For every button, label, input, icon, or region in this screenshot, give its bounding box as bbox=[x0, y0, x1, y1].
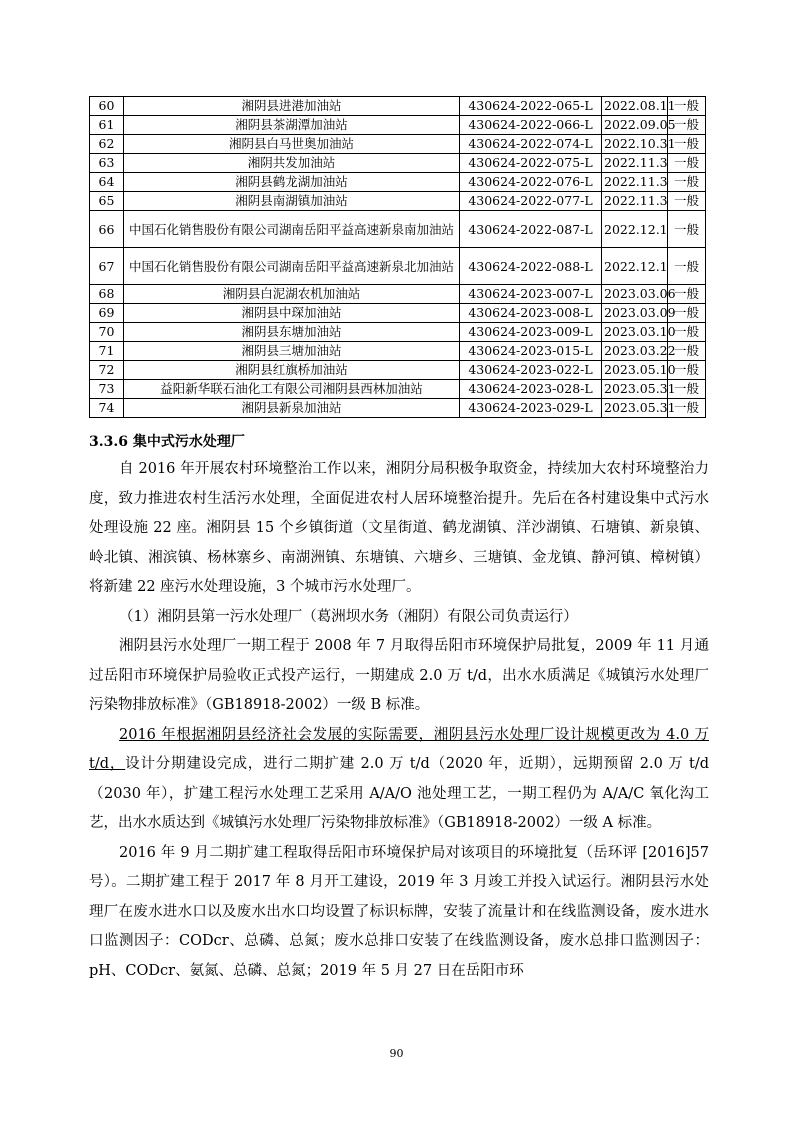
cell-date: 2022.12.1 bbox=[602, 248, 668, 285]
cell-permit-code: 430624-2022-077-L bbox=[460, 192, 602, 211]
table-row bbox=[90, 399, 706, 418]
table-row bbox=[90, 342, 706, 361]
cell-station-name: 湘阴县茶湖潭加油站 bbox=[124, 116, 460, 135]
cell-number: 69 bbox=[90, 304, 124, 323]
cell-date: 2022.11.3 bbox=[602, 154, 668, 173]
cell-station-name: 湘阴县南湖镇加油站 bbox=[124, 192, 460, 211]
cell-category: 一般 bbox=[668, 116, 706, 135]
cell-station-name: 湘阴县白马世奥加油站 bbox=[124, 135, 460, 154]
cell-number: 62 bbox=[90, 135, 124, 154]
table-row bbox=[90, 211, 706, 248]
cell-date: 2022.11.3 bbox=[602, 192, 668, 211]
cell-station-name: 中国石化销售股份有限公司湖南岳阳平益高速新泉北加油站 bbox=[124, 248, 460, 285]
cell-permit-code: 430624-2022-087-L bbox=[460, 211, 602, 248]
cell-station-name: 湘阴县东塘加油站 bbox=[124, 323, 460, 342]
table-row bbox=[90, 361, 706, 380]
cell-date: 2022.11.3 bbox=[602, 173, 668, 192]
cell-number: 64 bbox=[90, 173, 124, 192]
cell-permit-code: 430624-2023-028-L bbox=[460, 380, 602, 399]
cell-permit-code: 430624-2022-088-L bbox=[460, 248, 602, 285]
cell-permit-code: 430624-2022-074-L bbox=[460, 135, 602, 154]
cell-number: 72 bbox=[90, 361, 124, 380]
cell-date: 2023.03.10 bbox=[602, 323, 668, 342]
cell-number: 63 bbox=[90, 154, 124, 173]
cell-date: 2022.10.31 bbox=[602, 135, 668, 154]
cell-number: 73 bbox=[90, 380, 124, 399]
cell-number: 66 bbox=[90, 211, 124, 248]
cell-permit-code: 430624-2022-076-L bbox=[460, 173, 602, 192]
cell-station-name: 益阳新华联石油化工有限公司湘阴县西林加油站 bbox=[124, 380, 460, 399]
table-row bbox=[90, 285, 706, 304]
cell-number: 71 bbox=[90, 342, 124, 361]
cell-date: 2023.03.09 bbox=[602, 304, 668, 323]
paragraph-expansion bbox=[89, 721, 709, 839]
paragraph-plant-title: （1）湘阴县第一污水处理厂（葛洲坝水务（湘阴）有限公司负责运行） bbox=[119, 608, 578, 625]
cell-category: 一般 bbox=[668, 248, 706, 285]
cell-number: 68 bbox=[90, 285, 124, 304]
paragraph-approval: 2016 年 9 月二期扩建工程取得岳阳市环境保护局对该项目的环境批复（岳环评 [2016]57 号）。二期扩建工程于 2017 年 8 月开工建设，2019 年 3 月竣工并投入试运行。湘阴县污水处理厂在废水进水口以及废水出水口均设置了标识标牌，安装了流量计和在线监测设备，废水进水口监测因子：CODcr、总磷、总氮；废水总排口安装了在线监测设备，废水总排口监测因子：pH、CODcr、氨氮、总磷、总氮；2019 年 5 月 27 日在岳阳市环 bbox=[89, 844, 709, 979]
table-row bbox=[90, 192, 706, 211]
table-row bbox=[90, 248, 706, 285]
cell-category: 一般 bbox=[668, 285, 706, 304]
table-row bbox=[90, 173, 706, 192]
cell-date: 2023.05.10 bbox=[602, 361, 668, 380]
table-row bbox=[90, 116, 706, 135]
cell-permit-code: 430624-2023-029-L bbox=[460, 399, 602, 418]
cell-date: 2022.12.1 bbox=[602, 211, 668, 248]
cell-permit-code: 430624-2023-015-L bbox=[460, 342, 602, 361]
cell-category: 一般 bbox=[668, 380, 706, 399]
paragraph-phase-one: 湘阴县污水处理厂一期工程于 2008 年 7 月取得岳阳市环境保护局批复，2009 年 11 月通过岳阳市环境保护局验收正式投产运行，一期建成 2.0 万 t/d，出水水质满足《城镇污水处理厂污染物排放标准》（GB18918-2002）一级 B 标准。 bbox=[89, 638, 709, 713]
cell-station-name: 湘阴县鹤龙湖加油站 bbox=[124, 173, 460, 192]
cell-category: 一般 bbox=[668, 361, 706, 380]
cell-station-name: 湘阴县中琛加油站 bbox=[124, 304, 460, 323]
cell-number: 74 bbox=[90, 399, 124, 418]
cell-date: 2023.03.22 bbox=[602, 342, 668, 361]
cell-date: 2022.09.05 bbox=[602, 116, 668, 135]
table-row bbox=[90, 323, 706, 342]
cell-permit-code: 430624-2023-008-L bbox=[460, 304, 602, 323]
cell-date: 2022.08.11 bbox=[602, 97, 668, 116]
cell-station-name: 湘阴县红旗桥加油站 bbox=[124, 361, 460, 380]
cell-permit-code: 430624-2023-007-L bbox=[460, 285, 602, 304]
cell-category: 一般 bbox=[668, 399, 706, 418]
underlined-text: 2016 年根据湘阴县经济社会发展的实际需要，湘阴县污水处理厂设计规模更改为 4.0 万 t/d， bbox=[89, 726, 709, 772]
cell-permit-code: 430624-2022-065-L bbox=[460, 97, 602, 116]
cell-category: 一般 bbox=[668, 154, 706, 173]
page-number: 90 bbox=[389, 1047, 404, 1060]
cell-permit-code: 430624-2022-066-L bbox=[460, 116, 602, 135]
cell-station-name: 湘阴县三塘加油站 bbox=[124, 342, 460, 361]
cell-category: 一般 bbox=[668, 173, 706, 192]
cell-date: 2023.05.31 bbox=[602, 380, 668, 399]
cell-station-name: 湘阴县白泥湖农机加油站 bbox=[124, 285, 460, 304]
cell-permit-code: 430624-2023-009-L bbox=[460, 323, 602, 342]
cell-station-name: 湘阴共发加油站 bbox=[124, 154, 460, 173]
cell-station-name: 中国石化销售股份有限公司湖南岳阳平益高速新泉南加油站 bbox=[124, 211, 460, 248]
cell-category: 一般 bbox=[668, 211, 706, 248]
cell-category: 一般 bbox=[668, 192, 706, 211]
paragraph-intro: 自 2016 年开展农村环境整治工作以来，湘阴分局积极争取资金，持续加大农村环境整治力度，致力推进农村生活污水处理，全面促进农村人居环境整治提升。先后在各村建设集中式污水处理设施 22 座。湘阴县 15 个乡镇街道（文星街道、鹤龙湖镇、洋沙湖镇、石塘镇、新泉镇、岭北镇、湘滨镇、杨林寨乡、南湖洲镇、东塘镇、六塘乡、三塘镇、金龙镇、静河镇、樟树镇）将新建 22 座污水处理设施，3 个城市污水处理厂。 bbox=[89, 461, 709, 595]
section-heading: 3.3.6 集中式污水处理厂 bbox=[89, 434, 245, 450]
table-body bbox=[90, 97, 706, 418]
cell-number: 60 bbox=[90, 97, 124, 116]
cell-category: 一般 bbox=[668, 342, 706, 361]
table-row bbox=[90, 97, 706, 116]
table-row bbox=[90, 154, 706, 173]
table-row bbox=[90, 304, 706, 323]
cell-number: 61 bbox=[90, 116, 124, 135]
cell-category: 一般 bbox=[668, 323, 706, 342]
cell-station-name: 湘阴县进港加油站 bbox=[124, 97, 460, 116]
section-body bbox=[89, 455, 709, 986]
cell-number: 65 bbox=[90, 192, 124, 211]
cell-category: 一般 bbox=[668, 97, 706, 116]
cell-category: 一般 bbox=[668, 304, 706, 323]
cell-number: 67 bbox=[90, 248, 124, 285]
table-row bbox=[90, 135, 706, 154]
cell-permit-code: 430624-2023-022-L bbox=[460, 361, 602, 380]
cell-date: 2023.05.31 bbox=[602, 399, 668, 418]
cell-permit-code: 430624-2022-075-L bbox=[460, 154, 602, 173]
gas-station-table bbox=[89, 96, 706, 418]
expansion-text: 设计分期建设完成，进行二期扩建 2.0 万 t/d（2020 年，近期），远期预留 2.0 万 t/d（2030 年），扩建工程污水处理工艺采用 A/A/O 池处理工艺，一期工程仍为 A/A/C 氧化沟工艺，出水水质达到《城镇污水处理厂污染物排放标准》（GB18918-2002）一级 A 标准。 bbox=[89, 756, 709, 831]
cell-number: 70 bbox=[90, 323, 124, 342]
cell-category: 一般 bbox=[668, 135, 706, 154]
table-row bbox=[90, 380, 706, 399]
cell-date: 2023.03.06 bbox=[602, 285, 668, 304]
cell-station-name: 湘阴县新泉加油站 bbox=[124, 399, 460, 418]
